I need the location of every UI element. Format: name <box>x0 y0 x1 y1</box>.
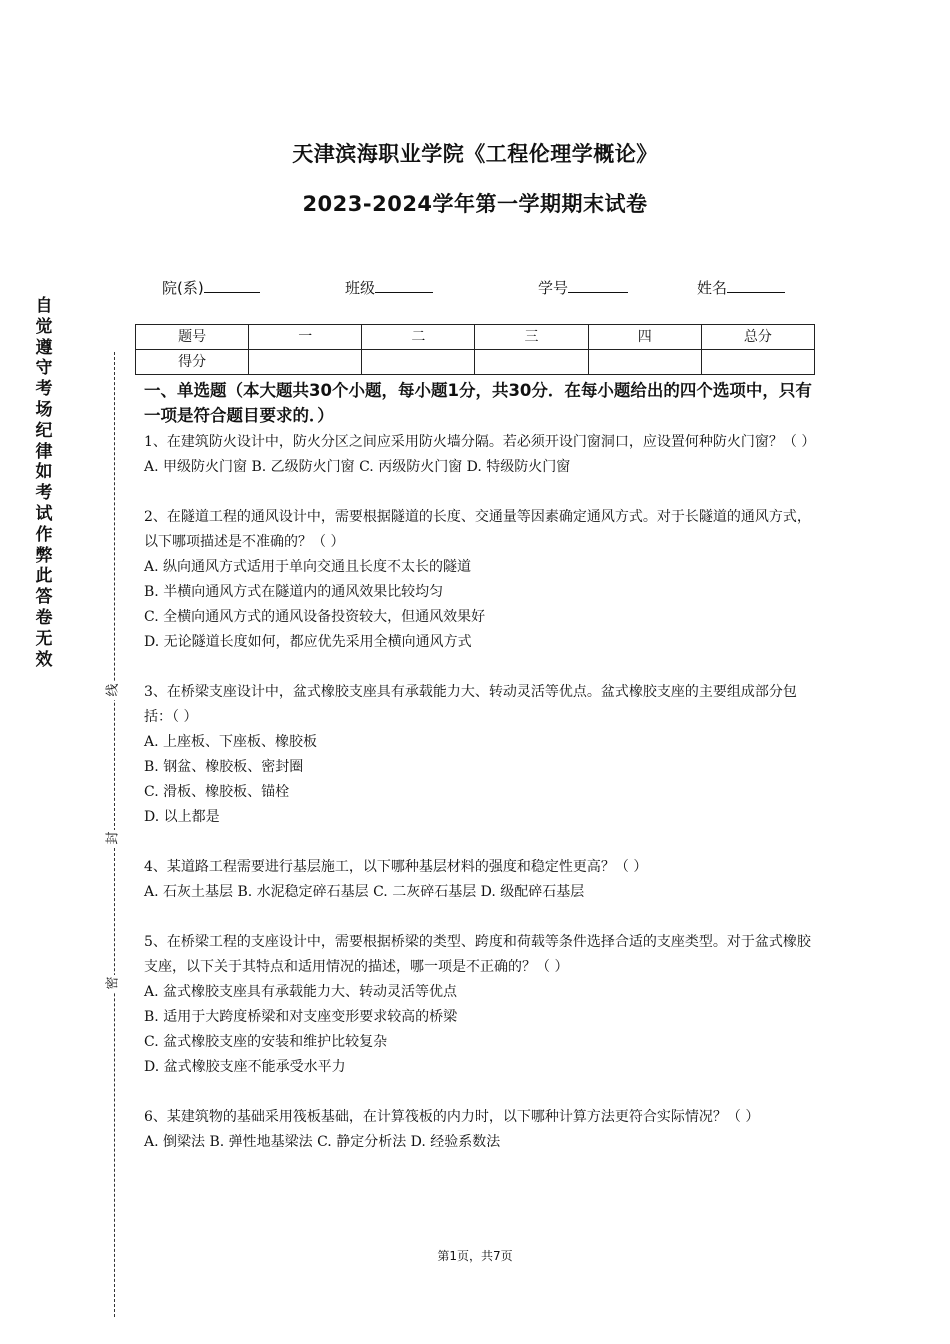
question-option[interactable]: B. 适用于大跨度桥梁和对支座变形要求较高的桥梁 <box>144 1009 458 1025</box>
question-stem: 2、在隧道工程的通风设计中，需要根据隧道的长度、交通量等因素确定通风方式。对于长隧道的通风方式，以下哪项描述是不准确的？（ ） <box>144 509 811 550</box>
exam-title-line1: 天津滨海职业学院《工程伦理学概论》 <box>292 142 658 166</box>
question-option[interactable]: B. 钢盆、橡胶板、密封圈 <box>144 759 304 775</box>
student-id-label: 学号 <box>538 279 569 297</box>
question-option[interactable]: A. 盆式橡胶支座具有承载能力大、转动灵活等优点 <box>144 984 458 1000</box>
question-option[interactable]: B. 半横向通风方式在隧道内的通风效果比较均匀 <box>144 584 444 600</box>
question-option[interactable]: D. 无论隧道长度如何，都应优先采用全横向通风方式 <box>144 634 472 650</box>
score-cell[interactable] <box>701 350 814 375</box>
score-table-score-row <box>136 350 815 375</box>
question-item <box>144 855 814 905</box>
question-option[interactable]: C. 盆式橡胶支座的安装和维护比较复杂 <box>144 1034 388 1050</box>
score-table-header-row <box>136 325 815 350</box>
score-cell[interactable] <box>362 350 475 375</box>
question-options[interactable]: A. 石灰土基层 B. 水泥稳定碎石基层 C. 二灰碎石基层 D. 级配碎石基层 <box>144 884 585 900</box>
department-field[interactable] <box>162 276 260 298</box>
class-field[interactable] <box>345 276 433 298</box>
question-option[interactable]: C. 滑板、橡胶板、锚栓 <box>144 784 290 800</box>
question-item <box>144 430 814 480</box>
exam-content <box>144 378 814 1180</box>
score-header-cell: 四 <box>588 325 701 350</box>
score-header-cell: 三 <box>475 325 588 350</box>
question-option[interactable]: A. 纵向通风方式适用于单向交通且长度不太长的隧道 <box>144 559 472 575</box>
question-option[interactable]: D. 以上都是 <box>144 809 220 825</box>
score-row-label: 得分 <box>136 350 249 375</box>
score-cell[interactable] <box>475 350 588 375</box>
binding-label-line: 线 <box>106 682 122 700</box>
score-table <box>135 324 815 375</box>
question-option[interactable]: C. 全横向通风方式的通风设备投资较大，但通风效果好 <box>144 609 486 625</box>
exam-discipline-notice: 自觉遵守考场纪律如考试作弊此答卷无效 <box>35 296 53 670</box>
name-blank[interactable] <box>727 276 785 293</box>
question-stem: 4、某道路工程需要进行基层施工，以下哪种基层材料的强度和稳定性更高？（ ） <box>144 859 648 875</box>
score-cell[interactable] <box>249 350 362 375</box>
question-stem: 1、在建筑防火设计中，防火分区之间应采用防火墙分隔。若必须开设门窗洞口，应设置何种防火门窗？（ ） <box>144 434 816 450</box>
question-item <box>144 505 814 655</box>
class-label: 班级 <box>345 279 376 297</box>
student-id-field[interactable] <box>538 276 628 298</box>
section-heading: 一、单选题（本大题共30个小题，每小题1分，共30分．在每小题给出的四个选项中，只有一项是符合题目要求的．） <box>144 381 812 425</box>
score-header-cell: 题号 <box>136 325 249 350</box>
question-stem: 6、某建筑物的基础采用筏板基础，在计算筏板的内力时，以下哪种计算方法更符合实际情况？（ ） <box>144 1109 760 1125</box>
binding-label-secret: 密 <box>106 975 122 993</box>
class-blank[interactable] <box>375 276 433 293</box>
binding-label-seal: 封 <box>106 830 122 848</box>
page-number: 第1页，共7页 <box>437 1249 513 1263</box>
question-option[interactable]: D. 盆式橡胶支座不能承受水平力 <box>144 1059 346 1075</box>
name-field[interactable] <box>697 276 785 298</box>
question-options[interactable]: A. 甲级防火门窗 B. 乙级防火门窗 C. 丙级防火门窗 D. 特级防火门窗 <box>144 459 571 475</box>
question-stem: 3、在桥梁支座设计中，盆式橡胶支座具有承载能力大、转动灵活等优点。盆式橡胶支座的主要组成部分包括：（ ） <box>144 684 797 725</box>
student-id-blank[interactable] <box>568 276 628 293</box>
score-header-cell: 总分 <box>701 325 814 350</box>
question-item <box>144 680 814 830</box>
department-blank[interactable] <box>204 276 260 293</box>
question-stem: 5、在桥梁工程的支座设计中，需要根据桥梁的类型、跨度和荷载等条件选择合适的支座类型。对于盆式橡胶支座，以下关于其特点和适用情况的描述，哪一项是不正确的？（ ） <box>144 934 811 975</box>
department-label: 院(系) <box>162 279 204 297</box>
exam-title-line2: 2023-2024学年第一学期期末试卷 <box>302 192 648 216</box>
question-option[interactable]: A. 上座板、下座板、橡胶板 <box>144 734 318 750</box>
question-item <box>144 930 814 1080</box>
name-label: 姓名 <box>697 279 728 297</box>
question-options[interactable]: A. 倒梁法 B. 弹性地基梁法 C. 静定分析法 D. 经验系数法 <box>144 1134 501 1150</box>
question-item <box>144 1105 814 1155</box>
score-header-cell: 二 <box>362 325 475 350</box>
score-header-cell: 一 <box>249 325 362 350</box>
score-cell[interactable] <box>588 350 701 375</box>
